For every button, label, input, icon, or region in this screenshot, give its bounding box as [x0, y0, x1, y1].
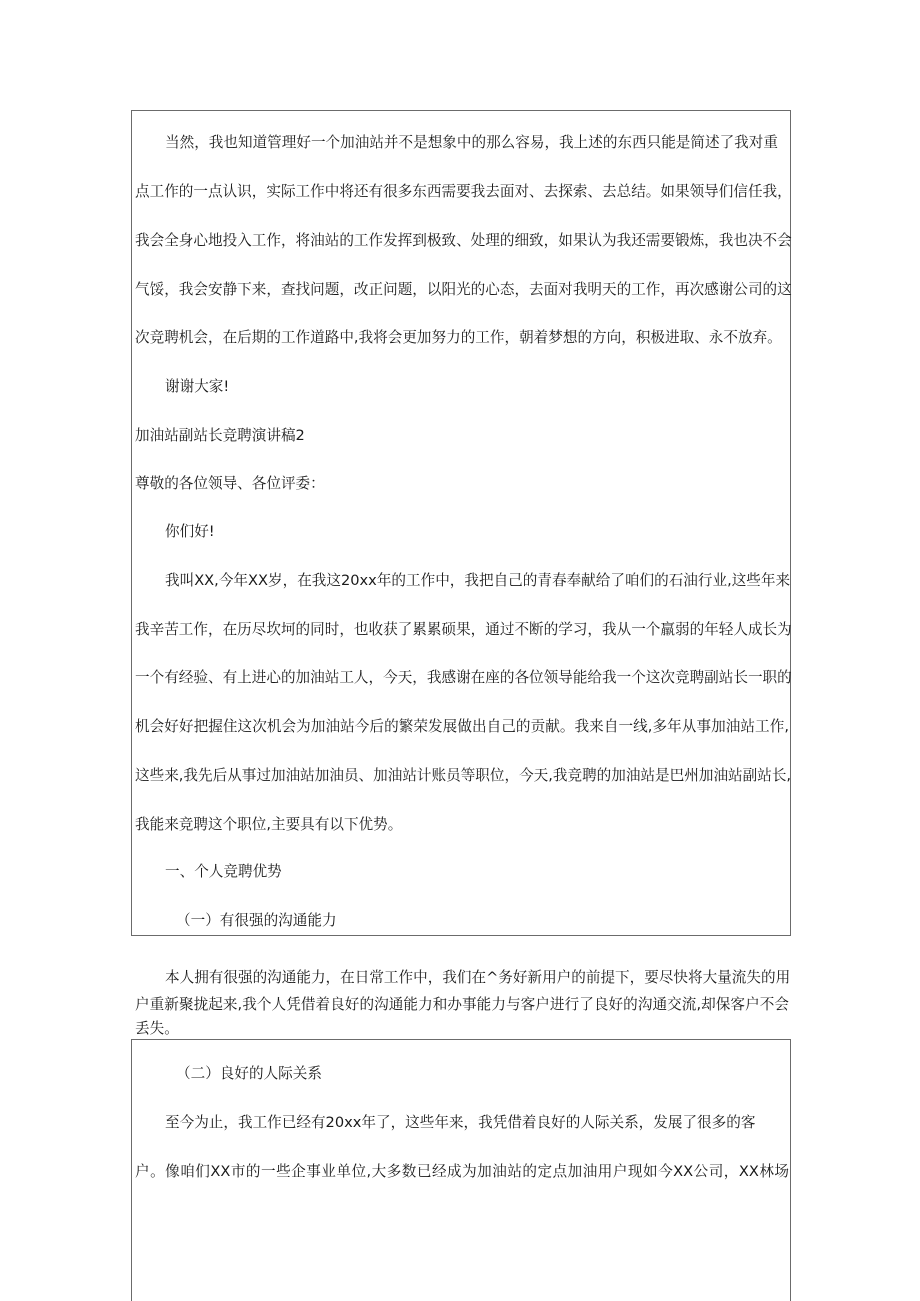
paragraph-line: 气馁，我会安静下来，查找问题，改正问题，以阳光的心态，去面对我明天的工作，再次感谢公司的这	[135, 281, 792, 298]
greeting: 你们好!	[165, 523, 215, 540]
paragraph-line: 一个有经验、有上进心的加油站工人，今天，我感谢在座的各位领导能给我一个这次竞聘副站长一职的	[135, 669, 792, 686]
paragraph-line: 点工作的一点认识，实际工作中将还有很多东西需要我去面对、去探索、去总结。如果领导们信任我，	[135, 183, 792, 200]
paragraph-line: 次竞聘机会，在后期的工作道路中,我将会更加努力的工作，朝着梦想的方向，积极进取、永不放弃。	[135, 329, 782, 346]
closing-thanks: 谢谢大家!	[165, 378, 230, 395]
paragraph-line: 户。像咱们XX市的一些企事业单位,大多数已经成为加油站的定点加油用户现如今XX公司，XX林场	[135, 1163, 789, 1180]
salutation: 尊敬的各位领导、各位评委：	[135, 475, 325, 492]
paragraph-line: 我会全身心地投入工作，将油站的工作发挥到极致、处理的细致，如果认为我还需要锻炼，我也决不会	[135, 232, 792, 249]
heading-level2: （一）有很强的沟通能力	[176, 912, 337, 929]
paragraph-line: 至今为止，我工作已经有20xx年了，这些年来，我凭借着良好的人际关系，发展了很多的客	[165, 1114, 756, 1131]
paragraph-line: 我辛苦工作，在历尽坎坷的同时，也收获了累累硕果，通过不断的学习，我从一个羸弱的年轻人成长为	[135, 621, 792, 638]
paragraph-line: 这些来,我先后从事过加油站加油员、加油站计账员等职位，今天,我竞聘的加油站是巴州加油站副站长,	[135, 767, 792, 784]
paragraph-line: 当然，我也知道管理好一个加油站并不是想象中的那么容易，我上述的东西只能是简述了我对重	[165, 134, 778, 151]
paragraph-line: 我叫XX,今年XX岁，在我这20xx年的工作中，我把自己的青春奉献给了咱们的石油行业,这些年来	[165, 572, 791, 589]
paragraph-line: 本人拥有很强的沟通能力，在日常工作中，我们在^务好新用户的前提下，要尽快将大量流失的用	[165, 969, 791, 986]
paragraph-line: 我能来竞聘这个职位,主要具有以下优势。	[135, 816, 403, 833]
heading-level2: （二）良好的人际关系	[176, 1065, 322, 1082]
paragraph-line: 机会好好把握住这次机会为加油站今后的繁荣发展做出自己的贡献。我来自一线,多年从事加油站工作,	[135, 718, 789, 735]
section-title: 加油站副站长竞聘演讲稿2	[135, 427, 305, 444]
paragraph-line: 户重新聚拢起来,我个人凭借着良好的沟通能力和办事能力与客户进行了良好的沟通交流,却保客户不会	[135, 996, 789, 1013]
paragraph-line: 丢失。	[135, 1020, 179, 1037]
heading-level1: 一、个人竞聘优势	[165, 863, 282, 880]
